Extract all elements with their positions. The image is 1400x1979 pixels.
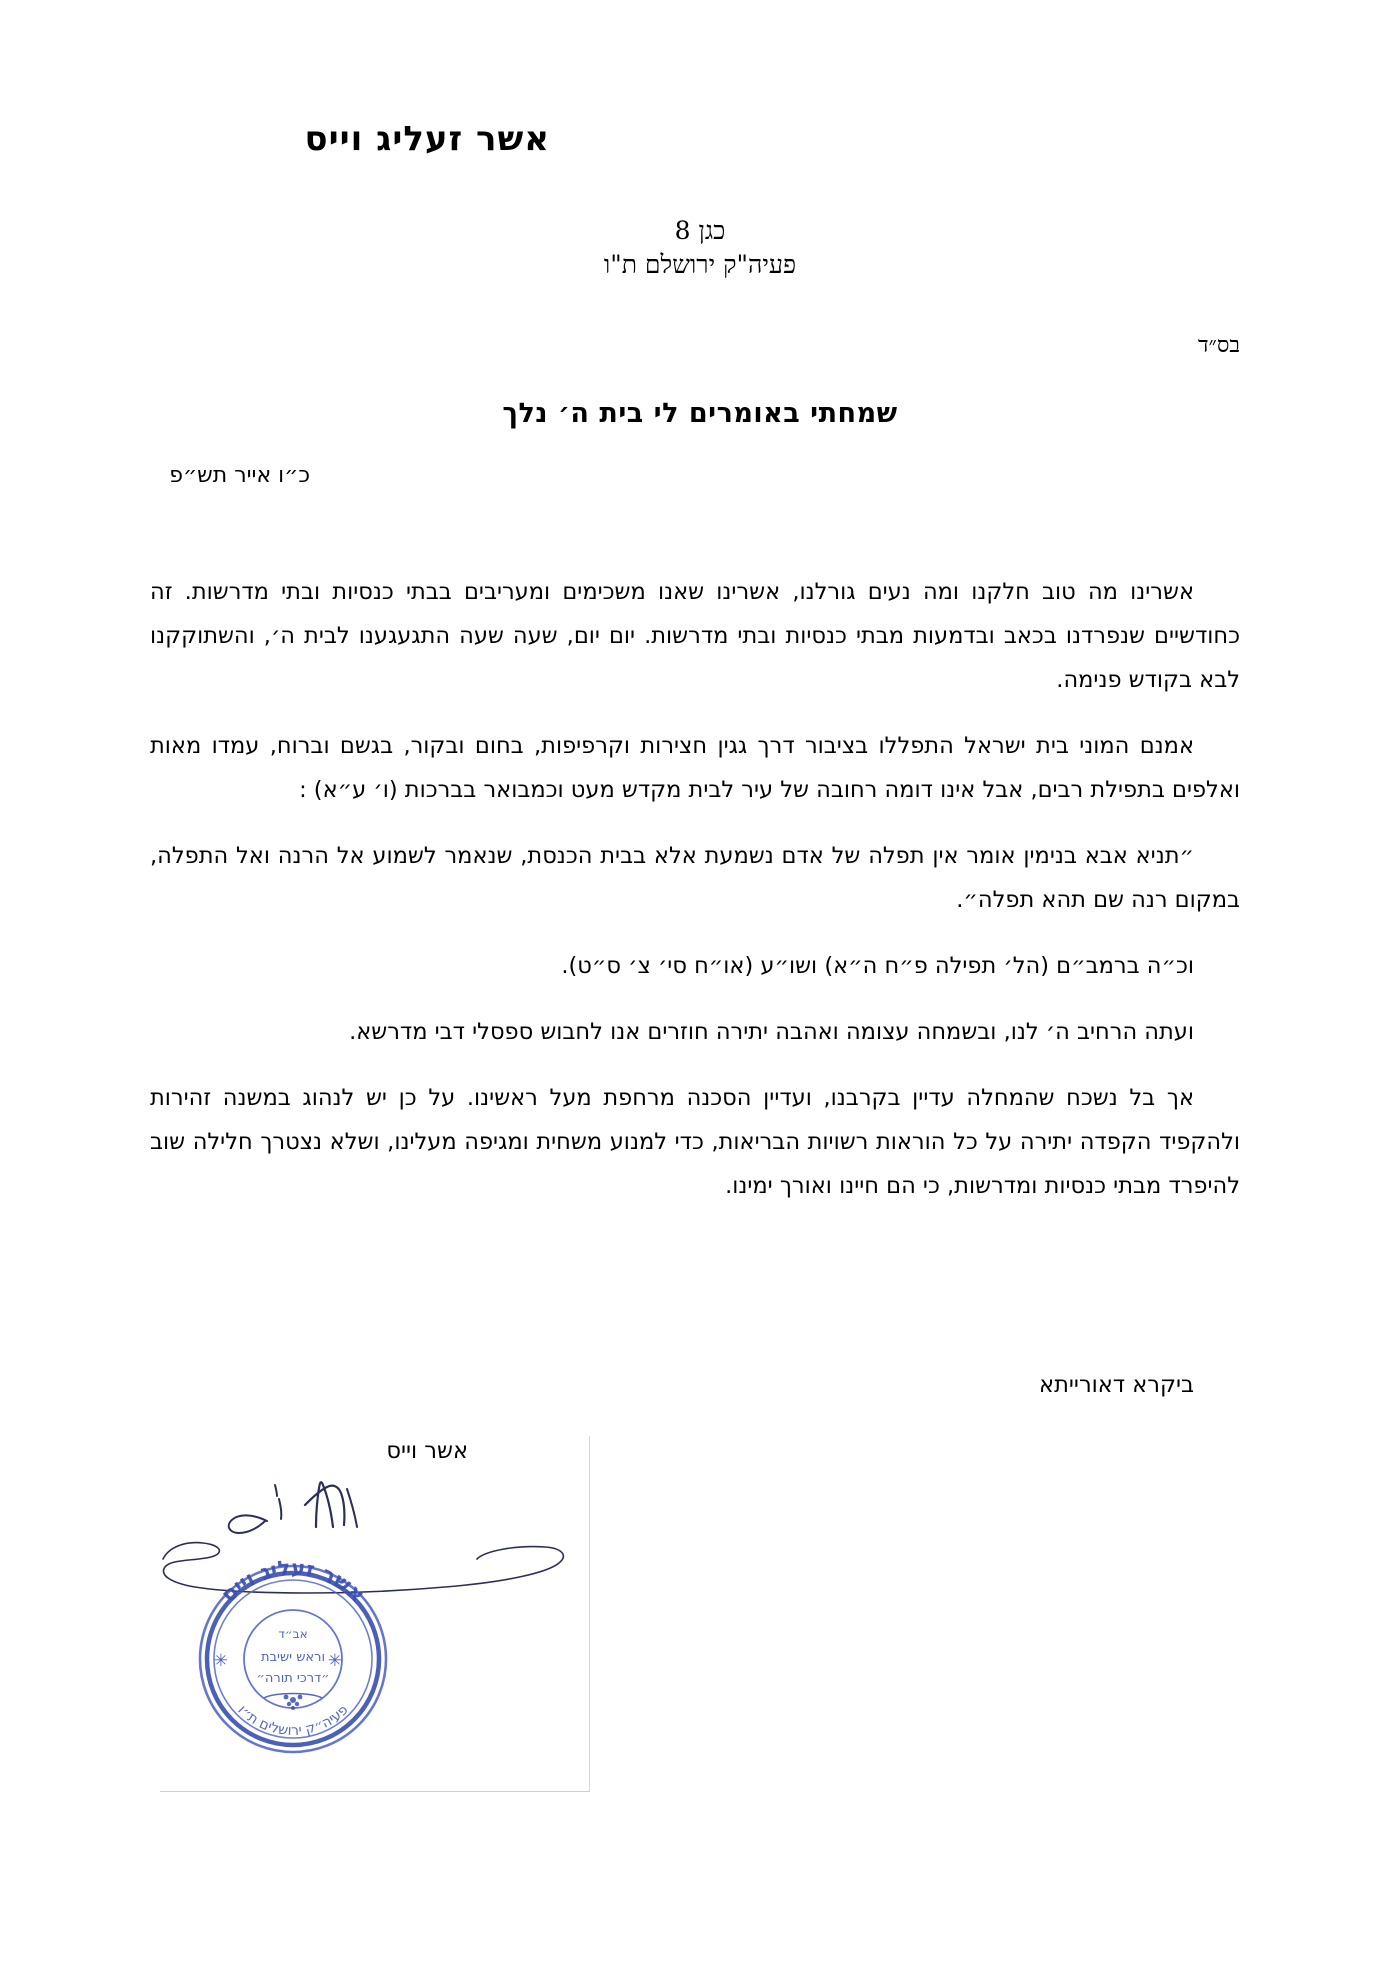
body-citation-paragraph: וכ״ה ברמב״ם (הל׳ תפילה פ״ח ה״א) ושו״ע (או״ח סי׳ צ׳ ס״ט). (561, 953, 1194, 979)
arched-name-text: אשר זעליג וייס (304, 119, 550, 159)
body-paragraph: אשרינו מה טוב חלקנו ומה נעים גורלנו, אשרינו שאנו משכימים ומעריבים בבתי כנסיות ובתי מדרשות. זה כחודשיים שנפרדנו בכאב ובדמעות מבתי כנסיות ובתי מדרשות. יום יום, שעה שעה התגעגענו לבית ה׳, והשתוקקנו לבא בקודש פנימה. (150, 579, 1240, 693)
body-paragraph: ועתה הרחיב ה׳ לנו, ובשמחה עצומה ואהבה יתירה חוזרים אנו לחבוש ספסלי דבי מדרשא. (349, 1019, 1194, 1045)
signature-name: אשר וייס (386, 1438, 468, 1464)
letterhead-city: פעיה"ק ירושלם ת"ו (603, 250, 797, 279)
document-title: שמחתי באומרים לי בית ה׳ נלך (502, 398, 898, 429)
stamp-outer-text: אשר זעליג וייס (216, 1555, 370, 1608)
stamp-star-right: ✳ (327, 1651, 342, 1671)
signature-closing: ביקרא דאורייתא (1039, 1372, 1194, 1398)
arched-name-logo (0, 119, 1400, 218)
document-date: כ״ו אייר תש״פ (169, 463, 310, 488)
stamp-center-line-1: אב״ד (278, 1627, 308, 1641)
body-paragraph: אמנם המוני בית ישראל התפללו בציבור דרך גגין חצירות וקרפיפות, בחום ובקור, בגשם וברוח, עמדו מאות ואלפים בתפילת רבים, אבל אינו דומה רחובה של עיר לבית מקדש מעט וכמבואר בברכות (ו׳ ע״א) : (150, 733, 1240, 803)
stamp-ornament (264, 1694, 322, 1711)
stamp-star-left: ✳ (213, 1651, 228, 1671)
body-quote-paragraph: ״תניא אבא בנימין אומר אין תפלה של אדם נשמעת אלא בבית הכנסת, שנאמר לשמוע אל הרנה ואל התפלה, במקום רנה שם תהא תפלה״. (150, 843, 1240, 913)
rabbinic-seal-stamp (182, 1548, 404, 1770)
body-paragraph: אך בל נשכח שהמחלה עדיין בקרבנו, ועדיין הסכנה מרחפת מעל ראשינו. על כן יש לנהוג במשנה זהירות ולהקפיד הקפדה יתירה על כל הוראות רשויות הבריאות, כדי למנוע משחית ומגיפה מעלינו, ושלא נצטרך חלילה שוב להיפרד מבתי כנסיות ומדרשות, כי הם חיינו ואורך ימינו. (150, 1085, 1240, 1199)
letterhead (0, 119, 1400, 282)
bsd-marker: בס״ד (1197, 333, 1240, 358)
stamp-center-line-3: ״דרכי תורה״ (256, 1671, 330, 1686)
stamp-center-line-2: וראש ישיבת (261, 1650, 325, 1665)
letter-body (150, 570, 1240, 1208)
letterhead-address: כגן 8 (674, 216, 726, 245)
stamp-outer-text-lower: פעיה״ק ירושלים ת״ו (234, 1702, 352, 1740)
